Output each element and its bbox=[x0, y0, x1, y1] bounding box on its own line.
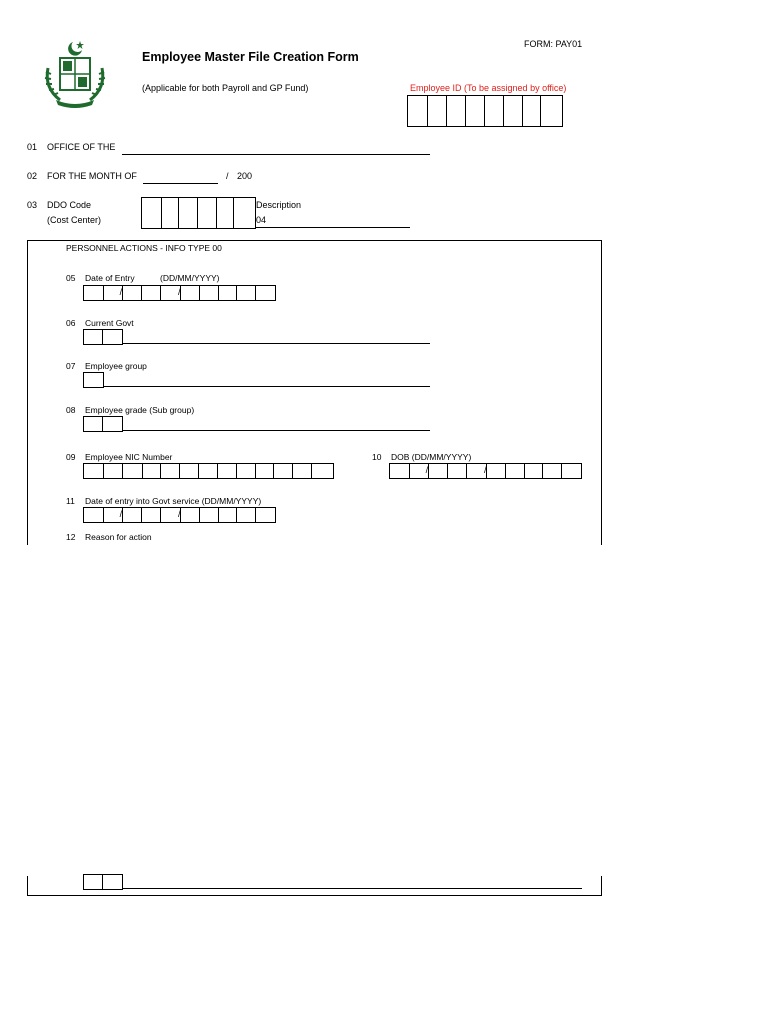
employee-group-line[interactable] bbox=[104, 386, 430, 387]
field-12-number: 12 bbox=[66, 532, 76, 542]
field-06-label: Current Govt bbox=[85, 318, 134, 328]
employee-id-boxes[interactable] bbox=[407, 95, 563, 127]
ddo-code-boxes[interactable] bbox=[141, 197, 256, 229]
description-input-line[interactable] bbox=[256, 227, 410, 228]
month-input-line[interactable] bbox=[143, 183, 218, 184]
field-02-number: 02 bbox=[27, 171, 38, 181]
field-05-number: 05 bbox=[66, 273, 76, 283]
field-10-number: 10 bbox=[372, 452, 382, 462]
field-02-label: FOR THE MONTH OF bbox=[47, 171, 137, 181]
date-of-entry-boxes[interactable] bbox=[83, 285, 276, 301]
section-title: PERSONNEL ACTIONS - INFO TYPE 00 bbox=[66, 243, 222, 253]
current-govt-boxes[interactable] bbox=[83, 329, 123, 345]
employee-group-box[interactable] bbox=[83, 372, 104, 388]
description-label: Description bbox=[256, 200, 302, 210]
field-06-number: 06 bbox=[66, 318, 76, 328]
field-02-separator: / bbox=[226, 171, 229, 181]
field-01-number: 01 bbox=[27, 142, 38, 152]
form-code: FORM: PAY01 bbox=[524, 39, 583, 49]
field-04-number: 04 bbox=[256, 215, 267, 225]
field-08-label: Employee grade (Sub group) bbox=[85, 405, 195, 415]
field-02-year: 200 bbox=[237, 171, 253, 181]
field-09-number: 09 bbox=[66, 452, 76, 462]
employee-grade-line[interactable] bbox=[123, 430, 430, 431]
field-03-label: DDO Code bbox=[47, 200, 92, 210]
page-title: Employee Master File Creation Form bbox=[142, 50, 359, 64]
field-11-label: Date of entry into Govt service (DD/MM/YYYY) bbox=[85, 496, 262, 506]
employee-id-label: Employee ID (To be assigned by office) bbox=[410, 83, 567, 93]
employee-grade-boxes[interactable] bbox=[83, 416, 123, 432]
field-11-number: 11 bbox=[66, 496, 75, 506]
state-emblem-icon bbox=[40, 38, 110, 110]
current-govt-line[interactable] bbox=[123, 343, 430, 344]
field-08-number: 08 bbox=[66, 405, 76, 415]
field-01-label: OFFICE OF THE bbox=[47, 142, 116, 152]
bottom-input-line[interactable] bbox=[123, 888, 582, 889]
govt-service-date-boxes[interactable] bbox=[83, 507, 276, 523]
field-07-label: Employee group bbox=[85, 361, 147, 371]
dob-boxes[interactable] bbox=[389, 463, 582, 479]
field-10-label: DOB (DD/MM/YYYY) bbox=[391, 452, 472, 462]
field-03-sublabel: (Cost Center) bbox=[47, 215, 102, 225]
bottom-code-boxes[interactable] bbox=[83, 874, 123, 890]
subtitle: (Applicable for both Payroll and GP Fund) bbox=[142, 83, 309, 93]
field-09-label: Employee NIC Number bbox=[85, 452, 173, 462]
office-input-line[interactable] bbox=[122, 154, 430, 155]
field-05-format: (DD/MM/YYYY) bbox=[160, 273, 220, 283]
field-12-label: Reason for action bbox=[85, 532, 152, 542]
nic-number-boxes[interactable] bbox=[83, 463, 334, 479]
field-07-number: 07 bbox=[66, 361, 76, 371]
field-05-label: Date of Entry bbox=[85, 273, 135, 283]
field-03-number: 03 bbox=[27, 200, 38, 210]
